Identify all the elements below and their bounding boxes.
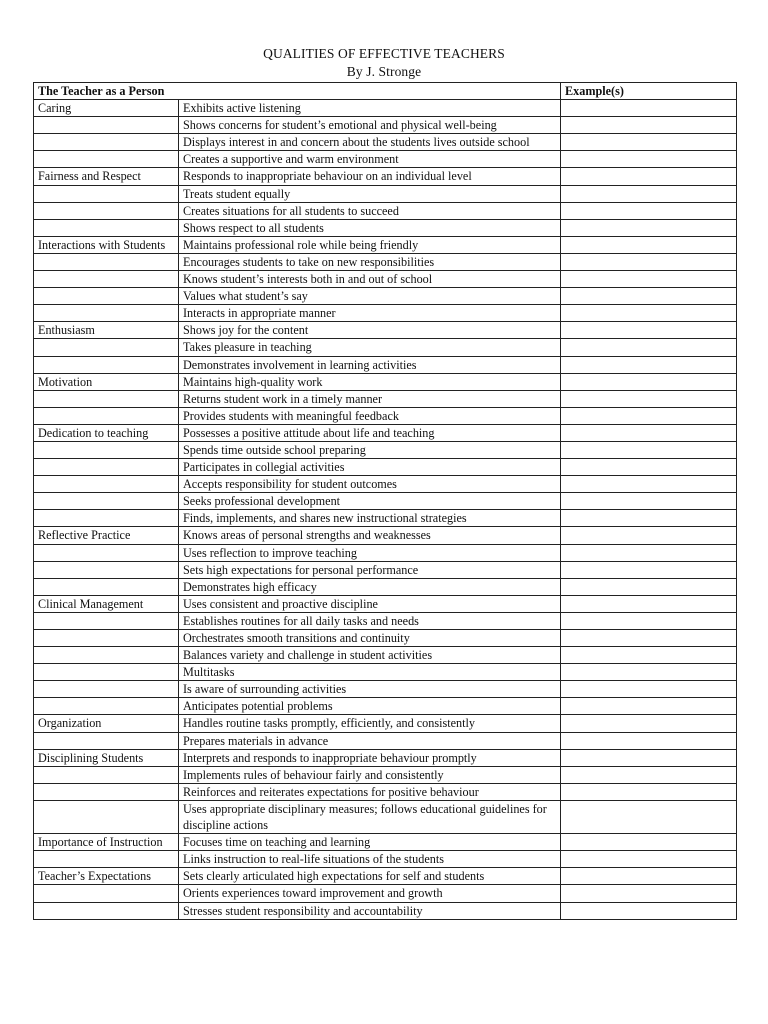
quality-cell: Reinforces and reiterates expectations for positive behaviour	[179, 783, 561, 800]
quality-cell: Maintains professional role while being friendly	[179, 236, 561, 253]
table-row	[34, 441, 737, 458]
example-cell	[561, 459, 737, 476]
category-cell	[34, 800, 179, 833]
quality-cell: Provides students with meaningful feedback	[179, 407, 561, 424]
table-row	[34, 100, 737, 117]
table-row	[34, 356, 737, 373]
quality-cell: Shows concerns for student’s emotional and physical well-being	[179, 117, 561, 134]
category-cell	[34, 151, 179, 168]
table-header-row	[34, 83, 737, 100]
category-cell	[34, 356, 179, 373]
category-cell	[34, 185, 179, 202]
quality-cell: Stresses student responsibility and accountability	[179, 902, 561, 919]
category-cell	[34, 664, 179, 681]
category-cell	[34, 202, 179, 219]
category-cell: Disciplining Students	[34, 749, 179, 766]
table-row	[34, 766, 737, 783]
quality-cell: Treats student equally	[179, 185, 561, 202]
table-row	[34, 202, 737, 219]
table-row	[34, 510, 737, 527]
example-cell	[561, 510, 737, 527]
example-cell	[561, 902, 737, 919]
quality-cell: Takes pleasure in teaching	[179, 339, 561, 356]
table-row	[34, 390, 737, 407]
quality-cell: Prepares materials in advance	[179, 732, 561, 749]
example-cell	[561, 834, 737, 851]
category-cell: Interactions with Students	[34, 236, 179, 253]
category-cell	[34, 561, 179, 578]
table-row	[34, 800, 737, 833]
category-cell	[34, 305, 179, 322]
category-cell	[34, 390, 179, 407]
example-cell	[561, 868, 737, 885]
quality-cell: Shows respect to all students	[179, 219, 561, 236]
example-cell	[561, 356, 737, 373]
table-row	[34, 681, 737, 698]
table-row	[34, 219, 737, 236]
table-row	[34, 373, 737, 390]
example-cell	[561, 151, 737, 168]
quality-cell: Accepts responsibility for student outcomes	[179, 476, 561, 493]
quality-cell: Knows student’s interests both in and out of school	[179, 271, 561, 288]
table-row	[34, 783, 737, 800]
example-cell	[561, 339, 737, 356]
quality-cell: Creates a supportive and warm environment	[179, 151, 561, 168]
table-row	[34, 715, 737, 732]
quality-cell: Orchestrates smooth transitions and continuity	[179, 630, 561, 647]
category-cell	[34, 902, 179, 919]
quality-cell: Uses reflection to improve teaching	[179, 544, 561, 561]
table-row	[34, 732, 737, 749]
table-row	[34, 339, 737, 356]
table-row	[34, 253, 737, 270]
quality-cell: Seeks professional development	[179, 493, 561, 510]
table-row	[34, 902, 737, 919]
quality-cell: Creates situations for all students to succeed	[179, 202, 561, 219]
category-cell: Clinical Management	[34, 595, 179, 612]
category-cell: Caring	[34, 100, 179, 117]
quality-cell: Is aware of surrounding activities	[179, 681, 561, 698]
category-cell	[34, 441, 179, 458]
quality-cell: Finds, implements, and shares new instructional strategies	[179, 510, 561, 527]
table-row	[34, 117, 737, 134]
table-row	[34, 476, 737, 493]
example-cell	[561, 647, 737, 664]
table-row	[34, 612, 737, 629]
table-row	[34, 168, 737, 185]
example-cell	[561, 851, 737, 868]
example-cell	[561, 202, 737, 219]
category-cell	[34, 288, 179, 305]
quality-cell: Displays interest in and concern about the students lives outside school	[179, 134, 561, 151]
example-cell	[561, 681, 737, 698]
quality-cell: Uses consistent and proactive discipline	[179, 595, 561, 612]
example-cell	[561, 373, 737, 390]
quality-cell: Implements rules of behaviour fairly and consistently	[179, 766, 561, 783]
quality-cell: Demonstrates high efficacy	[179, 578, 561, 595]
quality-cell: Demonstrates involvement in learning activities	[179, 356, 561, 373]
table-row	[34, 595, 737, 612]
quality-cell: Interacts in appropriate manner	[179, 305, 561, 322]
table-row	[34, 561, 737, 578]
quality-cell: Sets clearly articulated high expectations for self and students	[179, 868, 561, 885]
table-row	[34, 647, 737, 664]
example-cell	[561, 766, 737, 783]
example-cell	[561, 749, 737, 766]
category-cell	[34, 510, 179, 527]
category-cell	[34, 698, 179, 715]
table-row	[34, 151, 737, 168]
category-cell	[34, 271, 179, 288]
example-cell	[561, 698, 737, 715]
example-cell	[561, 236, 737, 253]
category-cell	[34, 476, 179, 493]
quality-cell: Sets high expectations for personal performance	[179, 561, 561, 578]
table-row	[34, 236, 737, 253]
example-cell	[561, 322, 737, 339]
quality-cell: Returns student work in a timely manner	[179, 390, 561, 407]
category-cell	[34, 407, 179, 424]
category-cell	[34, 219, 179, 236]
table-row	[34, 322, 737, 339]
example-cell	[561, 441, 737, 458]
category-cell	[34, 885, 179, 902]
table-row	[34, 459, 737, 476]
example-cell	[561, 134, 737, 151]
table-row	[34, 834, 737, 851]
example-cell	[561, 168, 737, 185]
category-cell	[34, 681, 179, 698]
quality-cell: Anticipates potential problems	[179, 698, 561, 715]
category-cell: Motivation	[34, 373, 179, 390]
category-cell	[34, 493, 179, 510]
example-cell	[561, 544, 737, 561]
example-cell	[561, 424, 737, 441]
example-cell	[561, 117, 737, 134]
table-row	[34, 664, 737, 681]
example-cell	[561, 715, 737, 732]
header-teacher-as-person: The Teacher as a Person	[34, 83, 561, 100]
quality-cell: Participates in collegial activities	[179, 459, 561, 476]
quality-cell: Possesses a positive attitude about life and teaching	[179, 424, 561, 441]
document-author: By J. Stronge	[346, 64, 422, 79]
quality-cell: Maintains high-quality work	[179, 373, 561, 390]
example-cell	[561, 493, 737, 510]
quality-cell: Interprets and responds to inappropriate behaviour promptly	[179, 749, 561, 766]
table-row	[34, 749, 737, 766]
category-cell	[34, 117, 179, 134]
table-row	[34, 271, 737, 288]
table-row	[34, 424, 737, 441]
category-cell	[34, 253, 179, 270]
example-cell	[561, 476, 737, 493]
table-row	[34, 407, 737, 424]
quality-cell: Establishes routines for all daily tasks and needs	[179, 612, 561, 629]
example-cell	[561, 390, 737, 407]
quality-cell: Encourages students to take on new responsibilities	[179, 253, 561, 270]
quality-cell: Values what student’s say	[179, 288, 561, 305]
example-cell	[561, 783, 737, 800]
quality-cell: Links instruction to real-life situations of the students	[179, 851, 561, 868]
example-cell	[561, 527, 737, 544]
document-title: QUALITIES OF EFFECTIVE TEACHERS	[263, 46, 505, 61]
example-cell	[561, 271, 737, 288]
example-cell	[561, 612, 737, 629]
table-row	[34, 134, 737, 151]
table-row	[34, 578, 737, 595]
table-row	[34, 630, 737, 647]
quality-cell: Shows joy for the content	[179, 322, 561, 339]
category-cell	[34, 851, 179, 868]
example-cell	[561, 288, 737, 305]
table-row	[34, 288, 737, 305]
category-cell	[34, 578, 179, 595]
category-cell: Fairness and Respect	[34, 168, 179, 185]
category-cell	[34, 766, 179, 783]
category-cell: Organization	[34, 715, 179, 732]
qualities-table	[33, 82, 737, 920]
table-row	[34, 527, 737, 544]
table-row	[34, 493, 737, 510]
example-cell	[561, 800, 737, 833]
category-cell	[34, 134, 179, 151]
quality-cell: Orients experiences toward improvement and growth	[179, 885, 561, 902]
table-row	[34, 885, 737, 902]
example-cell	[561, 578, 737, 595]
category-cell: Importance of Instruction	[34, 834, 179, 851]
category-cell	[34, 630, 179, 647]
category-cell	[34, 459, 179, 476]
quality-cell: Multitasks	[179, 664, 561, 681]
example-cell	[561, 185, 737, 202]
example-cell	[561, 595, 737, 612]
table-row	[34, 305, 737, 322]
example-cell	[561, 732, 737, 749]
category-cell	[34, 647, 179, 664]
table-row	[34, 185, 737, 202]
example-cell	[561, 561, 737, 578]
quality-cell: Handles routine tasks promptly, efficiently, and consistently	[179, 715, 561, 732]
table-row	[34, 544, 737, 561]
quality-cell: Knows areas of personal strengths and weaknesses	[179, 527, 561, 544]
quality-cell: Exhibits active listening	[179, 100, 561, 117]
category-cell	[34, 612, 179, 629]
table-row	[34, 868, 737, 885]
category-cell	[34, 544, 179, 561]
example-cell	[561, 219, 737, 236]
example-cell	[561, 253, 737, 270]
example-cell	[561, 885, 737, 902]
quality-cell: Focuses time on teaching and learning	[179, 834, 561, 851]
quality-cell: Balances variety and challenge in student activities	[179, 647, 561, 664]
category-cell: Dedication to teaching	[34, 424, 179, 441]
category-cell	[34, 339, 179, 356]
quality-cell: Responds to inappropriate behaviour on an individual level	[179, 168, 561, 185]
example-cell	[561, 407, 737, 424]
category-cell	[34, 783, 179, 800]
table-row	[34, 698, 737, 715]
example-cell	[561, 100, 737, 117]
category-cell: Enthusiasm	[34, 322, 179, 339]
header-examples: Example(s)	[561, 83, 737, 100]
category-cell: Reflective Practice	[34, 527, 179, 544]
example-cell	[561, 664, 737, 681]
table-row	[34, 851, 737, 868]
category-cell	[34, 732, 179, 749]
example-cell	[561, 305, 737, 322]
example-cell	[561, 630, 737, 647]
quality-cell: Uses appropriate disciplinary measures; follows educational guidelines for discipline actions	[179, 800, 561, 833]
quality-cell: Spends time outside school preparing	[179, 441, 561, 458]
category-cell: Teacher’s Expectations	[34, 868, 179, 885]
